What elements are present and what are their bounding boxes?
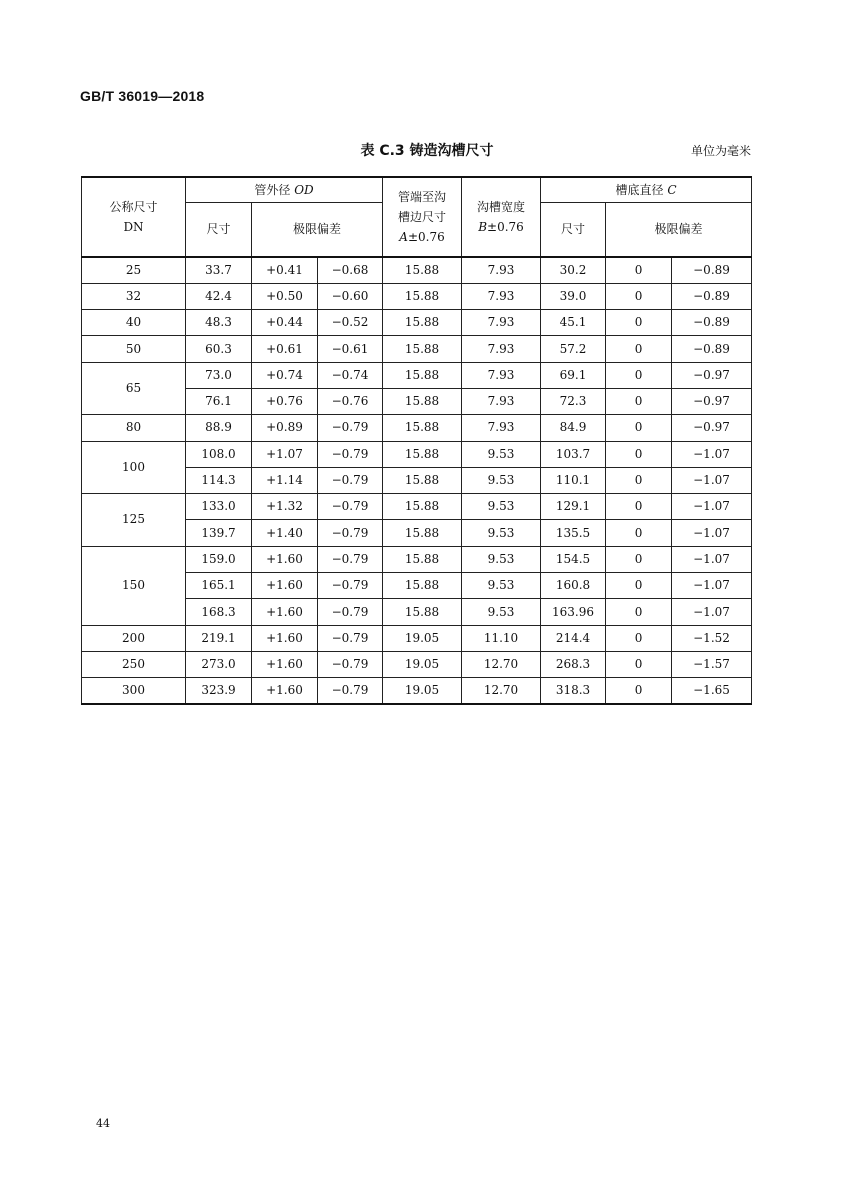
c-plus-tol-cell: 0 — [606, 573, 672, 599]
pipe-end-cell: 15.88 — [383, 520, 462, 546]
table-header — [82, 177, 752, 257]
od-size-header: 尺寸 — [186, 203, 252, 258]
od-size-cell: 48.3 — [186, 310, 252, 336]
page-number: 44 — [96, 1117, 110, 1130]
od-plus-tol-cell: +1.60 — [252, 651, 318, 677]
dn-cell: 200 — [82, 625, 186, 651]
dn-cell: 80 — [82, 415, 186, 441]
table-row — [82, 310, 752, 336]
dn-cell: 250 — [82, 651, 186, 677]
pipe-end-cell: 15.88 — [383, 494, 462, 520]
c-minus-tol-cell: −0.97 — [672, 415, 752, 441]
od-minus-tol-cell: −0.79 — [318, 546, 383, 572]
c-minus-tol-cell: −0.89 — [672, 310, 752, 336]
dn-cell: 100 — [82, 441, 186, 494]
od-size-cell: 76.1 — [186, 388, 252, 414]
table-row — [82, 546, 752, 572]
groove-dia-cell: 103.7 — [541, 441, 606, 467]
pipe-end-cell: 15.88 — [383, 336, 462, 362]
dn-cell: 150 — [82, 546, 186, 625]
groove-width-cell: 9.53 — [462, 494, 541, 520]
pipe-end-cell: 15.88 — [383, 467, 462, 493]
groove-width-cell: 7.93 — [462, 415, 541, 441]
c-plus-tol-cell: 0 — [606, 625, 672, 651]
od-plus-tol-cell: +0.89 — [252, 415, 318, 441]
c-plus-tol-cell: 0 — [606, 310, 672, 336]
table-row — [82, 678, 752, 704]
groove-width-cell: 11.10 — [462, 625, 541, 651]
table-row — [82, 283, 752, 309]
od-size-cell: 273.0 — [186, 651, 252, 677]
c-minus-tol-cell: −0.89 — [672, 283, 752, 309]
c-minus-tol-cell: −1.65 — [672, 678, 752, 704]
groove-dia-cell: 129.1 — [541, 494, 606, 520]
dn-cell: 50 — [82, 336, 186, 362]
c-plus-tol-cell: 0 — [606, 336, 672, 362]
pipe-end-cell: 15.88 — [383, 388, 462, 414]
groove-width-cell: 9.53 — [462, 467, 541, 493]
groove-width-cell: 7.93 — [462, 336, 541, 362]
c-size-header: 尺寸 — [541, 203, 606, 258]
table-body — [82, 257, 752, 704]
groove-dimension-table — [81, 176, 752, 705]
c-plus-tol-cell: 0 — [606, 678, 672, 704]
c-plus-tol-cell: 0 — [606, 441, 672, 467]
od-minus-tol-cell: −0.79 — [318, 494, 383, 520]
pipe-end-cell: 19.05 — [383, 625, 462, 651]
groove-dia-cell: 163.96 — [541, 599, 606, 625]
od-minus-tol-cell: −0.79 — [318, 441, 383, 467]
pipe-end-cell: 15.88 — [383, 257, 462, 283]
table-row — [82, 257, 752, 283]
table-row — [82, 362, 752, 388]
pipe-end-header: 管端至沟 槽边尺寸 A±0.76 — [383, 177, 462, 257]
groove-width-cell: 7.93 — [462, 310, 541, 336]
od-size-cell: 108.0 — [186, 441, 252, 467]
od-plus-tol-cell: +0.50 — [252, 283, 318, 309]
pipe-end-cell: 15.88 — [383, 362, 462, 388]
c-minus-tol-cell: −0.89 — [672, 257, 752, 283]
c-plus-tol-cell: 0 — [606, 388, 672, 414]
dn-cell: 125 — [82, 494, 186, 547]
c-plus-tol-cell: 0 — [606, 467, 672, 493]
od-plus-tol-cell: +1.40 — [252, 520, 318, 546]
od-plus-tol-cell: +1.07 — [252, 441, 318, 467]
od-minus-tol-cell: −0.52 — [318, 310, 383, 336]
groove-dia-cell: 72.3 — [541, 388, 606, 414]
groove-dia-cell: 135.5 — [541, 520, 606, 546]
od-size-cell: 159.0 — [186, 546, 252, 572]
groove-dia-cell: 30.2 — [541, 257, 606, 283]
pipe-end-cell: 19.05 — [383, 678, 462, 704]
groove-dia-cell: 318.3 — [541, 678, 606, 704]
od-plus-tol-cell: +1.14 — [252, 467, 318, 493]
table-row — [82, 415, 752, 441]
groove-dia-group-header: 槽底直径 C — [541, 177, 752, 203]
c-minus-tol-cell: −1.07 — [672, 599, 752, 625]
od-size-cell: 139.7 — [186, 520, 252, 546]
dn-header: 公称尺寸 DN — [82, 177, 186, 257]
od-size-cell: 73.0 — [186, 362, 252, 388]
od-plus-tol-cell: +1.60 — [252, 573, 318, 599]
od-size-cell: 165.1 — [186, 573, 252, 599]
c-minus-tol-cell: −1.07 — [672, 520, 752, 546]
groove-width-cell: 7.93 — [462, 283, 541, 309]
od-minus-tol-cell: −0.79 — [318, 625, 383, 651]
table-row — [82, 441, 752, 467]
pipe-end-cell: 15.88 — [383, 546, 462, 572]
od-size-cell: 60.3 — [186, 336, 252, 362]
pipe-end-cell: 15.88 — [383, 415, 462, 441]
c-minus-tol-cell: −0.89 — [672, 336, 752, 362]
c-plus-tol-cell: 0 — [606, 651, 672, 677]
dn-cell: 65 — [82, 362, 186, 415]
pipe-end-cell: 15.88 — [383, 310, 462, 336]
c-minus-tol-cell: −0.97 — [672, 388, 752, 414]
c-minus-tol-cell: −1.07 — [672, 494, 752, 520]
pipe-end-cell: 15.88 — [383, 599, 462, 625]
od-minus-tol-cell: −0.61 — [318, 336, 383, 362]
groove-width-cell: 7.93 — [462, 388, 541, 414]
pipe-end-cell: 19.05 — [383, 651, 462, 677]
unit-note: 单位为毫米 — [690, 144, 751, 158]
groove-width-header: 沟槽宽度 B±0.76 — [462, 177, 541, 257]
groove-width-cell: 9.53 — [462, 599, 541, 625]
dn-cell: 32 — [82, 283, 186, 309]
od-tol-header: 极限偏差 — [252, 203, 383, 258]
od-minus-tol-cell: −0.68 — [318, 257, 383, 283]
od-minus-tol-cell: −0.74 — [318, 362, 383, 388]
od-minus-tol-cell: −0.79 — [318, 599, 383, 625]
od-size-cell: 219.1 — [186, 625, 252, 651]
c-plus-tol-cell: 0 — [606, 599, 672, 625]
c-minus-tol-cell: −1.07 — [672, 467, 752, 493]
groove-dia-cell: 84.9 — [541, 415, 606, 441]
od-plus-tol-cell: +1.60 — [252, 678, 318, 704]
od-minus-tol-cell: −0.79 — [318, 678, 383, 704]
pipe-end-cell: 15.88 — [383, 441, 462, 467]
c-tol-header: 极限偏差 — [606, 203, 752, 258]
groove-dia-cell: 39.0 — [541, 283, 606, 309]
od-plus-tol-cell: +0.41 — [252, 257, 318, 283]
groove-width-cell: 9.53 — [462, 546, 541, 572]
groove-dia-cell: 154.5 — [541, 546, 606, 572]
groove-width-cell: 9.53 — [462, 441, 541, 467]
table-row — [82, 651, 752, 677]
groove-dia-cell: 160.8 — [541, 573, 606, 599]
od-size-cell: 114.3 — [186, 467, 252, 493]
c-plus-tol-cell: 0 — [606, 494, 672, 520]
od-plus-tol-cell: +1.60 — [252, 625, 318, 651]
groove-dia-cell: 268.3 — [541, 651, 606, 677]
od-plus-tol-cell: +0.61 — [252, 336, 318, 362]
c-plus-tol-cell: 0 — [606, 520, 672, 546]
od-minus-tol-cell: −0.79 — [318, 651, 383, 677]
groove-width-cell: 9.53 — [462, 573, 541, 599]
od-size-cell: 42.4 — [186, 283, 252, 309]
dn-cell: 25 — [82, 257, 186, 283]
c-minus-tol-cell: −1.07 — [672, 441, 752, 467]
pipe-end-cell: 15.88 — [383, 573, 462, 599]
groove-width-cell: 7.93 — [462, 257, 541, 283]
dn-cell: 300 — [82, 678, 186, 704]
groove-dia-cell: 69.1 — [541, 362, 606, 388]
od-minus-tol-cell: −0.79 — [318, 520, 383, 546]
groove-dia-cell: 45.1 — [541, 310, 606, 336]
groove-dia-cell: 110.1 — [541, 467, 606, 493]
od-plus-tol-cell: +1.60 — [252, 599, 318, 625]
od-plus-tol-cell: +0.76 — [252, 388, 318, 414]
table-row — [82, 625, 752, 651]
dn-cell: 40 — [82, 310, 186, 336]
od-minus-tol-cell: −0.76 — [318, 388, 383, 414]
groove-dia-cell: 57.2 — [541, 336, 606, 362]
od-group-header: 管外径 OD — [186, 177, 383, 203]
table-row — [82, 336, 752, 362]
table-row — [82, 494, 752, 520]
od-plus-tol-cell: +1.32 — [252, 494, 318, 520]
c-minus-tol-cell: −1.52 — [672, 625, 752, 651]
od-plus-tol-cell: +0.44 — [252, 310, 318, 336]
groove-width-cell: 9.53 — [462, 520, 541, 546]
c-plus-tol-cell: 0 — [606, 283, 672, 309]
c-minus-tol-cell: −1.07 — [672, 546, 752, 572]
od-minus-tol-cell: −0.79 — [318, 415, 383, 441]
od-minus-tol-cell: −0.79 — [318, 467, 383, 493]
pipe-end-cell: 15.88 — [383, 283, 462, 309]
c-plus-tol-cell: 0 — [606, 362, 672, 388]
groove-width-cell: 7.93 — [462, 362, 541, 388]
od-size-cell: 168.3 — [186, 599, 252, 625]
groove-width-cell: 12.70 — [462, 678, 541, 704]
c-plus-tol-cell: 0 — [606, 257, 672, 283]
table-title: 表 C.3 铸造沟槽尺寸 — [360, 143, 494, 159]
c-minus-tol-cell: −1.57 — [672, 651, 752, 677]
od-size-cell: 133.0 — [186, 494, 252, 520]
c-minus-tol-cell: −1.07 — [672, 573, 752, 599]
od-size-cell: 33.7 — [186, 257, 252, 283]
c-plus-tol-cell: 0 — [606, 546, 672, 572]
c-plus-tol-cell: 0 — [606, 415, 672, 441]
od-plus-tol-cell: +0.74 — [252, 362, 318, 388]
od-size-cell: 88.9 — [186, 415, 252, 441]
od-minus-tol-cell: −0.60 — [318, 283, 383, 309]
standard-code: GB/T 36019—2018 — [80, 88, 205, 104]
od-plus-tol-cell: +1.60 — [252, 546, 318, 572]
od-minus-tol-cell: −0.79 — [318, 573, 383, 599]
od-size-cell: 323.9 — [186, 678, 252, 704]
groove-dia-cell: 214.4 — [541, 625, 606, 651]
c-minus-tol-cell: −0.97 — [672, 362, 752, 388]
groove-width-cell: 12.70 — [462, 651, 541, 677]
